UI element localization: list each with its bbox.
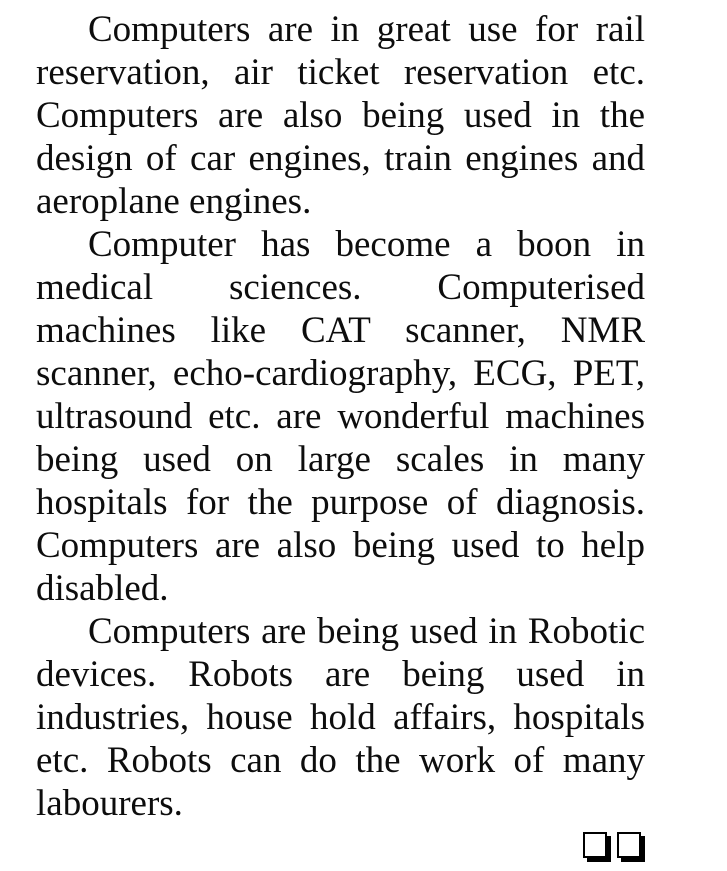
text-line: devices. Robots are being used in <box>36 654 645 695</box>
text-line: scanner, echo-cardiography, ECG, PET, <box>36 353 645 394</box>
text-line: industries, house hold affairs, hospitals <box>36 697 645 738</box>
text-line: Computers are in great use for rail <box>88 9 645 50</box>
text-line: hospitals for the purpose of diagnosis. <box>36 482 645 523</box>
text-line: labourers. <box>36 783 183 824</box>
end-of-section-marks <box>36 832 645 866</box>
text-line: etc. Robots can do the work of many <box>36 740 645 781</box>
text-line: medical sciences. Computerised <box>36 267 645 308</box>
text-line: Computers are also being used to help <box>36 525 645 566</box>
paragraph-robotic-devices <box>36 610 645 825</box>
text-line: reservation, air ticket reservation etc. <box>36 52 645 93</box>
text-column <box>36 0 645 866</box>
text-line: Computer has become a boon in <box>88 224 645 265</box>
shadowed-square-icon <box>617 832 641 858</box>
text-line: machines like CAT scanner, NMR <box>36 310 645 351</box>
paragraph-medical-sciences <box>36 223 645 610</box>
text-line: Computers are being used in Robotic <box>88 611 645 652</box>
shadowed-square-icon <box>583 832 607 858</box>
text-line: disabled. <box>36 568 169 609</box>
text-line: aeroplane engines. <box>36 181 312 222</box>
text-line: being used on large scales in many <box>36 439 645 480</box>
text-line: ultrasound etc. are wonderful machines <box>36 396 645 437</box>
text-line: design of car engines, train engines and <box>36 138 645 179</box>
text-line: Computers are also being used in the <box>36 95 645 136</box>
paragraph-computers-general-use <box>36 8 645 223</box>
